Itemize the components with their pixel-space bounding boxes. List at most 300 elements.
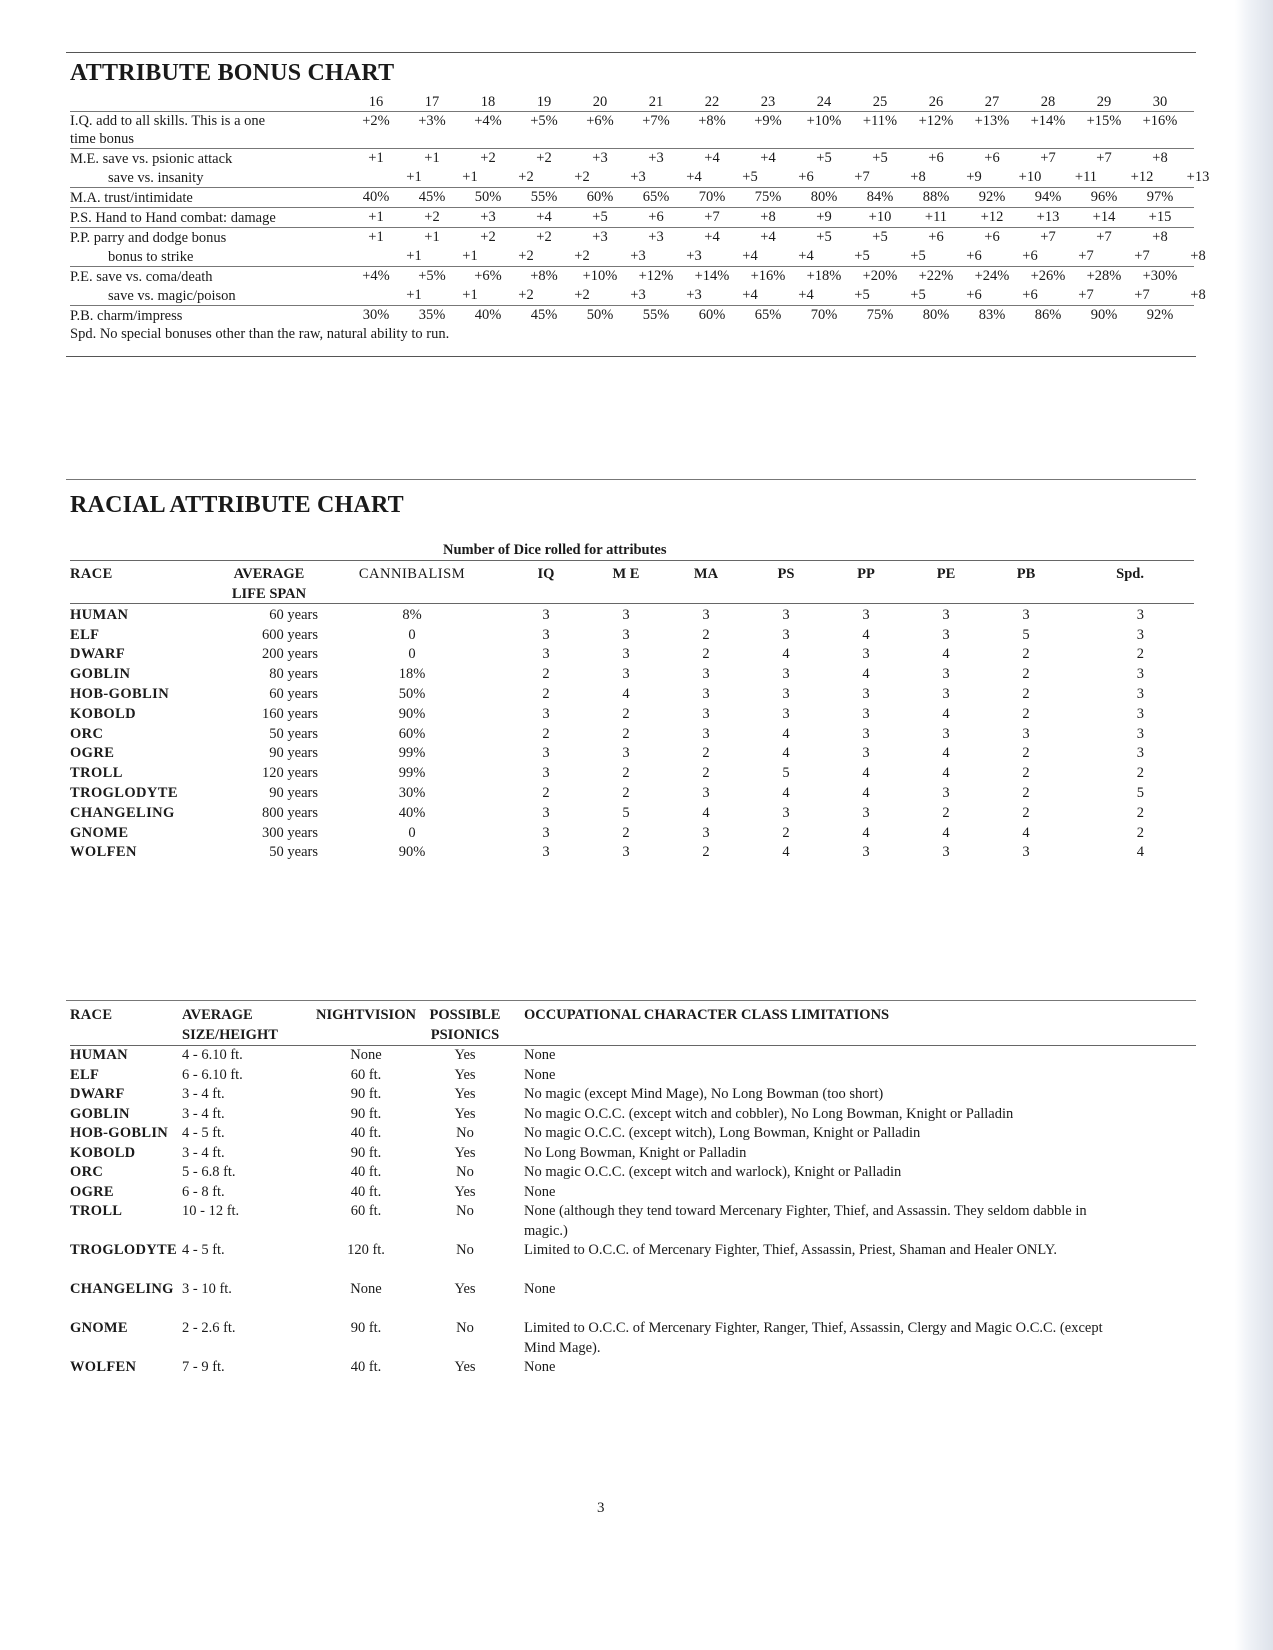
bonus-value: +11%	[862, 113, 898, 129]
bonus-value: +2	[536, 150, 552, 166]
bonus-value: +6	[928, 150, 944, 166]
bonus-value: +8	[1190, 248, 1206, 264]
limits-size: 6 - 6.10 ft.	[182, 1066, 243, 1083]
bonus-values	[348, 188, 1188, 207]
race-limits-row	[70, 1241, 1196, 1280]
race-dice-pe: 3	[942, 626, 950, 643]
bonus-label-text-2: time bonus	[70, 131, 135, 147]
limits-race-name: DWARF	[70, 1086, 125, 1102]
bonus-value: +4	[760, 229, 776, 245]
bonus-value: +26%	[1030, 268, 1066, 284]
bonus-values	[348, 149, 1188, 168]
race-dice-pp: 4	[862, 626, 870, 643]
limits-nightvision: 90 ft.	[350, 1144, 382, 1161]
race-attr-row	[70, 802, 1194, 822]
bonus-value: +16%	[750, 268, 786, 284]
bonus-col-header: 19	[536, 94, 552, 110]
race-attr-row	[70, 842, 1194, 862]
bonus-value: +7	[1096, 229, 1112, 245]
race-dice-pe: 3	[942, 685, 950, 702]
bonus-value: 40%	[362, 189, 390, 205]
race-attr-row	[70, 723, 1194, 743]
bonus-value: 45%	[530, 307, 558, 323]
bonus-value: +3	[630, 287, 646, 303]
limits-psionics: Yes	[454, 1047, 476, 1063]
bonus-value: +7	[1134, 287, 1150, 303]
race-dice-ps: 2	[782, 824, 790, 841]
race-attr-row	[70, 762, 1194, 782]
race-dice-iq: 3	[542, 646, 550, 663]
bonus-value: +7%	[642, 113, 670, 129]
bonus-value: +6	[966, 287, 982, 303]
limits-psionics: Yes	[454, 1281, 476, 1297]
racial-attribute-title: RACIAL ATTRIBUTE CHART	[70, 492, 404, 518]
race-dice-pe: 4	[942, 646, 950, 663]
bonus-value: +4	[704, 150, 720, 166]
bonus-value: 80%	[810, 189, 838, 205]
race-dice-spd: 5	[1136, 784, 1144, 801]
race-dice-spd: 2	[1136, 804, 1144, 821]
limits-nightvision: 90 ft.	[350, 1105, 382, 1122]
limits-occ: No Long Bowman, Knight or Palladin	[524, 1144, 747, 1161]
bonus-value: +3	[648, 229, 664, 245]
bonus-value: 60%	[586, 189, 614, 205]
bonus-values	[348, 208, 1188, 227]
bonus-row	[70, 149, 1194, 168]
bonus-value: 84%	[866, 189, 894, 205]
bonus-value: +1	[368, 150, 384, 166]
race-dice-ma: 4	[702, 804, 710, 821]
bonus-value: +16%	[1142, 113, 1178, 129]
race-dice-spd: 3	[1136, 705, 1144, 722]
bonus-value: +6	[648, 209, 664, 225]
race-dice-me: 2	[622, 824, 630, 841]
race-name: TROGLODYTE	[70, 784, 178, 801]
bonus-value: +12	[1130, 169, 1154, 185]
limits-psionics: Yes	[454, 1066, 476, 1083]
bonus-label-text: M.E. save vs. psionic attack	[70, 151, 233, 167]
bonus-row-label	[70, 189, 342, 207]
limits-occ: None	[524, 1066, 556, 1083]
bonus-col-header: 23	[760, 94, 776, 110]
race-name: HOB-GOBLIN	[70, 685, 170, 702]
bonus-value: +8	[1152, 150, 1168, 166]
race-name: GNOME	[70, 824, 129, 841]
race-dice-pp: 3	[862, 725, 870, 742]
limits-size: 3 - 4 ft.	[182, 1105, 225, 1122]
limits-nightvision: 40 ft.	[350, 1183, 382, 1200]
race-dice-pb: 2	[1022, 784, 1030, 801]
bonus-value: +3	[686, 248, 702, 264]
race-dice-ma: 3	[702, 824, 710, 841]
limits-nightvision: 60 ft.	[350, 1203, 382, 1219]
limits-race-name: KOBOLD	[70, 1144, 136, 1161]
spd-note-row	[70, 325, 1194, 344]
bonus-label-text: P.E. save vs. coma/death	[70, 269, 213, 285]
bonus-label-text: P.P. parry and dodge bonus	[70, 230, 227, 246]
bonus-value: 40%	[474, 307, 502, 323]
race-name: WOLFEN	[70, 844, 137, 861]
race-cannibalism: 90%	[398, 705, 426, 722]
bonus-value: +4	[798, 248, 814, 264]
bonus-value: +5	[910, 287, 926, 303]
bonus-value: 97%	[1146, 189, 1174, 205]
race-attr-row	[70, 782, 1194, 802]
race-dice-pp: 4	[862, 784, 870, 801]
race-attr-row	[70, 644, 1194, 664]
bonus-row	[70, 286, 1206, 306]
bonus-value: +15%	[1086, 113, 1122, 129]
race-attr-row	[70, 683, 1194, 703]
limits-occ: None	[524, 1183, 556, 1200]
bonus-value: +18%	[806, 268, 842, 284]
race-dice-pp: 3	[862, 705, 870, 722]
limits-nightvision: 90 ft.	[350, 1086, 382, 1102]
bonus-value: +4	[536, 209, 552, 225]
bonus-value: +2%	[362, 113, 390, 129]
limits-race-name: CHANGELING	[70, 1281, 174, 1297]
bonus-row	[70, 168, 1210, 188]
race-dice-me: 2	[622, 705, 630, 722]
bonus-value: +22%	[918, 268, 954, 284]
race-life-span: 600 years	[262, 626, 318, 643]
bonus-value: +5	[742, 169, 758, 185]
race-dice-pb: 2	[1022, 745, 1030, 762]
bonus-label-text: P.S. Hand to Hand combat: damage	[70, 210, 276, 226]
race-dice-pb: 2	[1022, 646, 1030, 663]
race-limits-row	[70, 1183, 1196, 1203]
bonus-row	[70, 208, 1194, 228]
bonus-value: +5	[854, 287, 870, 303]
bonus-value: +4	[704, 229, 720, 245]
race-dice-me: 3	[622, 844, 630, 861]
race-cannibalism: 99%	[398, 765, 426, 782]
race-name: TROLL	[70, 765, 123, 782]
attribute-bonus-table	[70, 94, 1210, 344]
limits-occ: Limited to O.C.C. of Mercenary Fighter, Thief, Assassin, Priest, Shaman and Healer ONLY.	[524, 1242, 1058, 1258]
race-limits-row	[70, 1105, 1196, 1125]
race-dice-iq: 2	[542, 666, 550, 683]
race-dice-ma: 3	[702, 606, 710, 623]
bonus-value: +14%	[1030, 113, 1066, 129]
bonus-col-header: 30	[1152, 94, 1168, 110]
bonus-value: +14	[1092, 209, 1116, 225]
race-cannibalism: 60%	[398, 725, 426, 742]
race-attr-row	[70, 703, 1194, 723]
race-dice-ma: 3	[702, 784, 710, 801]
race-dice-me: 2	[622, 765, 630, 782]
race-cannibalism: 30%	[398, 784, 426, 801]
bonus-col-header: 29	[1096, 94, 1112, 110]
bonus-value: +10%	[806, 113, 842, 129]
hdr-cannibalism: CANNIBALISM	[358, 566, 466, 582]
bonus-col-header: 24	[816, 94, 832, 110]
race-dice-spd: 3	[1136, 666, 1144, 683]
race-dice-iq: 3	[542, 844, 550, 861]
limits-race-name: ELF	[70, 1066, 100, 1083]
race-dice-pe: 4	[942, 745, 950, 762]
race-dice-spd: 3	[1136, 685, 1144, 702]
bonus-value: +1	[368, 209, 384, 225]
limits-size: 2 - 2.6 ft.	[182, 1320, 236, 1336]
race-dice-ps: 4	[782, 844, 790, 861]
limits-size: 3 - 10 ft.	[182, 1281, 232, 1297]
race-dice-pb: 4	[1022, 824, 1030, 841]
bonus-value: +2	[574, 287, 590, 303]
limits-psionics: Yes	[454, 1359, 476, 1375]
race-dice-ps: 3	[782, 705, 790, 722]
bonus-values	[348, 228, 1188, 247]
bonus-label-text: M.A. trust/intimidate	[70, 190, 193, 206]
race-dice-pe: 3	[942, 725, 950, 742]
bonus-value: +2	[574, 169, 590, 185]
hdr-pe: PE	[936, 566, 956, 582]
bonus-value: +4	[742, 248, 758, 264]
racial-header-row-2	[70, 583, 1194, 604]
bonus-label-text: I.Q. add to all skills. This is a one	[70, 113, 266, 129]
bonus-value: +3	[592, 150, 608, 166]
race-dice-ps: 3	[782, 606, 790, 623]
bonus-values	[348, 306, 1188, 325]
bonus-value: +3	[686, 287, 702, 303]
race-dice-ps: 3	[782, 626, 790, 643]
race-dice-iq: 3	[542, 745, 550, 762]
race-cannibalism: 50%	[398, 685, 426, 702]
limits-occ: No magic O.C.C. (except witch and cobbler), No Long Bowman, Knight or Palladin	[524, 1105, 1014, 1122]
race-dice-pe: 2	[942, 804, 950, 821]
hdr-spd: Spd.	[1116, 566, 1144, 582]
bonus-value: 80%	[922, 307, 950, 323]
bonus-value: +1	[368, 229, 384, 245]
race-dice-me: 3	[622, 666, 630, 683]
bonus-row	[70, 306, 1194, 325]
race-life-span: 120 years	[262, 765, 318, 782]
race-dice-ma: 3	[702, 725, 710, 742]
race-attr-row	[70, 822, 1194, 842]
race-cannibalism: 0	[408, 626, 416, 643]
limits-nightvision: 120 ft.	[347, 1242, 385, 1258]
limits-size: 5 - 6.8 ft.	[182, 1164, 236, 1180]
bonus-value: +20%	[862, 268, 898, 284]
bonus-col-header: 16	[368, 94, 384, 110]
bonus-value: +5%	[530, 113, 558, 129]
bonus-value: +2	[536, 229, 552, 245]
racial-limits-table	[70, 1006, 1196, 1397]
limits-nightvision: None	[350, 1047, 382, 1063]
limits-nightvision: 40 ft.	[350, 1359, 382, 1375]
bonus-value: +28%	[1086, 268, 1122, 284]
bonus-value: +10	[1018, 169, 1042, 185]
bonus-value: +9	[816, 209, 832, 225]
race-dice-pe: 3	[942, 666, 950, 683]
bonus-value: +5	[910, 248, 926, 264]
bonus-value: +2	[480, 229, 496, 245]
race-life-span: 800 years	[262, 804, 318, 821]
limits-nightvision: 90 ft.	[350, 1320, 382, 1336]
race-name: ORC	[70, 725, 104, 742]
race-cannibalism: 8%	[402, 606, 422, 623]
bonus-value: 96%	[1090, 189, 1118, 205]
race-dice-me: 2	[622, 725, 630, 742]
bonus-value: +7	[1078, 287, 1094, 303]
bonus-value: 45%	[418, 189, 446, 205]
limits-psionics: No	[456, 1242, 474, 1258]
race-dice-iq: 2	[542, 725, 550, 742]
limits-size: 7 - 9 ft.	[182, 1359, 225, 1375]
race-life-span: 160 years	[262, 705, 318, 722]
race-dice-pb: 3	[1022, 725, 1030, 742]
race-dice-ma: 3	[702, 705, 710, 722]
bonus-value: +5	[872, 229, 888, 245]
hdr2-race: RACE	[70, 1007, 113, 1023]
bonus-value: +6	[1022, 248, 1038, 264]
bonus-value: +4	[686, 169, 702, 185]
race-dice-iq: 3	[542, 765, 550, 782]
race-dice-iq: 3	[542, 804, 550, 821]
limits-race-name: TROLL	[70, 1203, 123, 1219]
bonus-value: +15	[1148, 209, 1172, 225]
race-dice-ma: 2	[702, 646, 710, 663]
limits-top-rule	[66, 1000, 1196, 1001]
bonus-value: 30%	[362, 307, 390, 323]
bonus-value: +11	[924, 209, 948, 225]
bonus-value: +7	[1096, 150, 1112, 166]
bonus-value: 88%	[922, 189, 950, 205]
race-name: CHANGELING	[70, 804, 175, 821]
bonus-value: +5	[872, 150, 888, 166]
limits-occ: None	[524, 1281, 556, 1297]
race-dice-iq: 3	[542, 626, 550, 643]
race-dice-spd: 2	[1136, 646, 1144, 663]
limits-occ: None	[524, 1047, 556, 1063]
bonus-value: +2	[480, 150, 496, 166]
limits-psionics: No	[456, 1320, 474, 1336]
race-dice-pe: 4	[942, 824, 950, 841]
limits-size: 4 - 6.10 ft.	[182, 1047, 243, 1063]
race-cannibalism: 90%	[398, 844, 426, 861]
hdr-pp: PP	[857, 566, 875, 582]
bonus-value: +7	[1078, 248, 1094, 264]
bonus-value: 92%	[1146, 307, 1174, 323]
hdr-life2: LIFE SPAN	[231, 586, 307, 602]
bonus-value: +7	[854, 169, 870, 185]
limits-psionics: No	[456, 1125, 474, 1141]
bonus-value: +4	[742, 287, 758, 303]
race-life-span: 80 years	[269, 666, 318, 683]
bonus-value: +6%	[474, 268, 502, 284]
bonus-value: +1	[462, 287, 478, 303]
bonus-value: +8	[910, 169, 926, 185]
hdr2-psi1: POSSIBLE	[429, 1007, 501, 1023]
race-dice-pb: 3	[1022, 844, 1030, 861]
bonus-value: +4	[760, 150, 776, 166]
race-dice-me: 3	[622, 626, 630, 643]
race-life-span: 300 years	[262, 824, 318, 841]
bonus-value: +30%	[1142, 268, 1178, 284]
race-dice-ma: 3	[702, 685, 710, 702]
hdr-iq: IQ	[537, 566, 555, 582]
bonus-value: +4%	[362, 268, 390, 284]
limits-psionics: No	[456, 1164, 474, 1180]
bonus-row-label	[70, 112, 342, 148]
bonus-value: +2	[424, 209, 440, 225]
bonus-col-header: 18	[480, 94, 496, 110]
bonus-value: +6	[928, 229, 944, 245]
limits-size: 10 - 12 ft.	[182, 1203, 240, 1219]
bonus-value: +5	[816, 229, 832, 245]
bonus-value: 65%	[642, 189, 670, 205]
bonus-value: +10%	[582, 268, 618, 284]
bonus-value: +3	[630, 169, 646, 185]
hdr2-size2: SIZE/HEIGHT	[182, 1026, 278, 1043]
bonus-value: +11	[1074, 169, 1098, 185]
race-dice-pe: 3	[942, 844, 950, 861]
race-name: ELF	[70, 626, 100, 643]
limits-size: 4 - 5 ft.	[182, 1242, 225, 1258]
race-dice-me: 5	[622, 804, 630, 821]
race-dice-pb: 2	[1022, 685, 1030, 702]
limits-psionics: Yes	[454, 1183, 476, 1200]
bonus-value: +3	[480, 209, 496, 225]
race-limits-row	[70, 1124, 1196, 1144]
bonus-label-text: P.B. charm/impress	[70, 308, 183, 324]
bonus-value: +1	[406, 169, 422, 185]
limits-occ: None (although they tend toward Mercenary Fighter, Thief, and Assassin. They seldom dabble in magic.)	[524, 1203, 1087, 1239]
bonus-value: +3	[648, 150, 664, 166]
bonus-value: +1	[462, 169, 478, 185]
bonus-value: 60%	[698, 307, 726, 323]
bonus-value: 50%	[474, 189, 502, 205]
limits-occ: None	[524, 1359, 556, 1375]
page-edge-shadow	[1235, 0, 1273, 1650]
racial-attribute-table	[70, 560, 1194, 861]
race-dice-ma: 2	[702, 626, 710, 643]
bonus-value: +1	[406, 248, 422, 264]
race-dice-pp: 3	[862, 646, 870, 663]
race-dice-ps: 3	[782, 666, 790, 683]
bonus-row-label	[70, 209, 342, 227]
limits-occ: No magic O.C.C. (except witch), Long Bowman, Knight or Palladin	[524, 1125, 921, 1141]
bonus-row	[70, 188, 1194, 208]
bonus-value: +8	[1152, 229, 1168, 245]
bonus-value: +8	[1190, 287, 1206, 303]
race-life-span: 90 years	[269, 784, 318, 801]
limits-race-name: OGRE	[70, 1183, 114, 1200]
race-name: DWARF	[70, 646, 126, 663]
race-dice-pp: 4	[862, 765, 870, 782]
bonus-value: 55%	[642, 307, 670, 323]
race-life-span: 50 years	[269, 725, 318, 742]
race-dice-iq: 3	[542, 824, 550, 841]
limits-psionics: Yes	[454, 1144, 476, 1161]
limits-nightvision: 60 ft.	[350, 1066, 382, 1083]
bonus-value: +4%	[474, 113, 502, 129]
limits-psionics: No	[456, 1203, 474, 1219]
racial-top-rule	[66, 479, 1196, 480]
bonus-value: +1	[406, 287, 422, 303]
race-limits-row	[70, 1144, 1196, 1164]
race-dice-pp: 4	[862, 666, 870, 683]
race-dice-pb: 5	[1022, 626, 1030, 643]
race-attr-row	[70, 624, 1194, 644]
limits-race-name: TROGLODYTE	[70, 1242, 177, 1258]
race-dice-ps: 4	[782, 784, 790, 801]
race-dice-pb: 2	[1022, 804, 1030, 821]
hdr2-nightvision: NIGHTVISION	[316, 1007, 416, 1023]
bonus-value: +5	[592, 209, 608, 225]
bonus-bottom-rule	[66, 356, 1196, 357]
bonus-value: +6	[798, 169, 814, 185]
